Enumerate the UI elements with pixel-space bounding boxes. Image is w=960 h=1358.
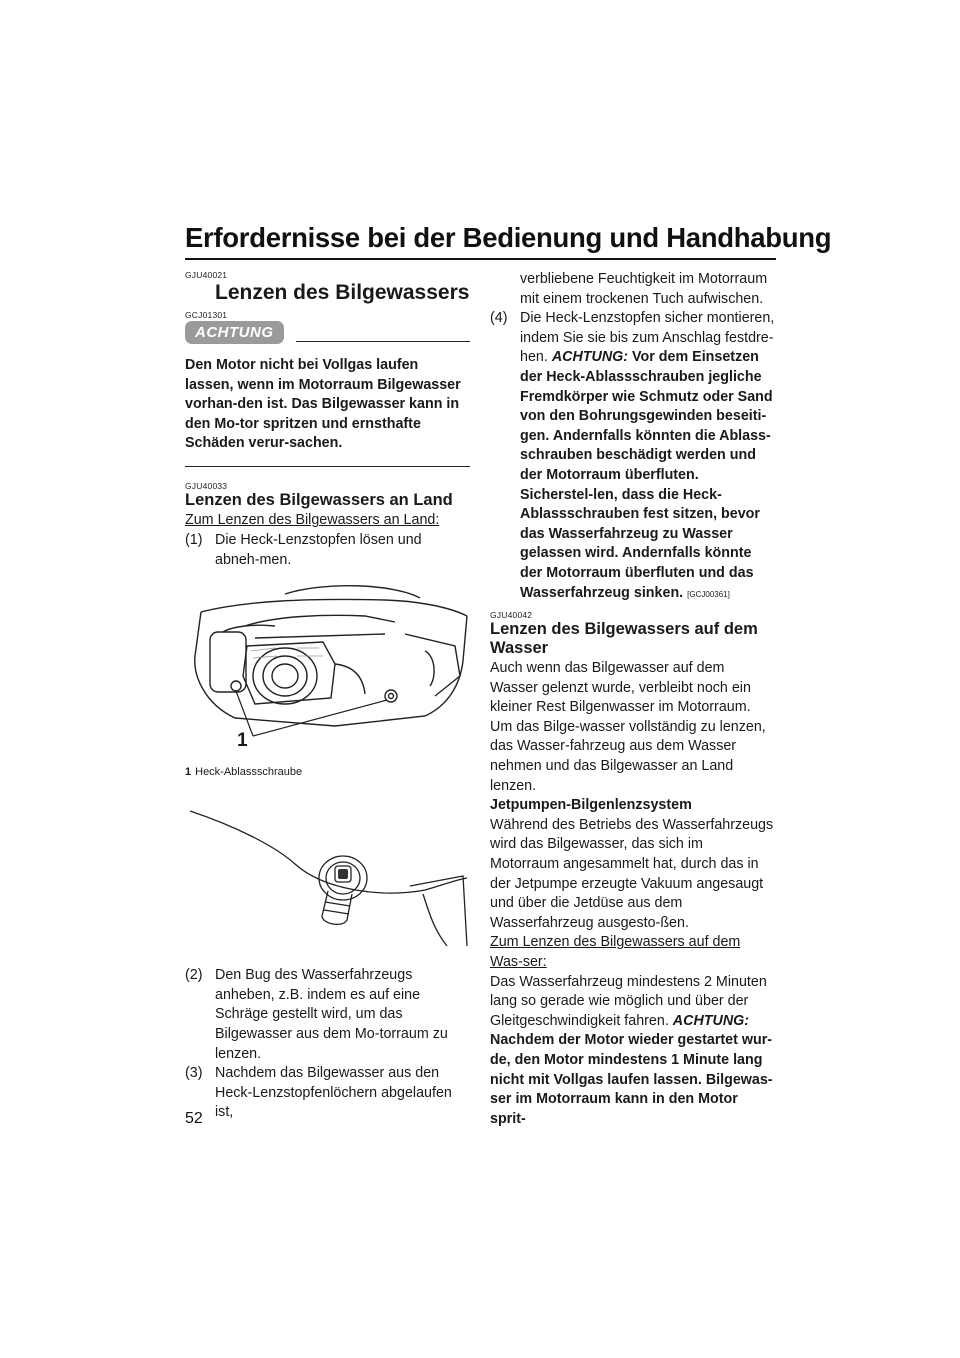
inline-caution-code: [GCJ00361] [687,589,730,599]
caption-number: 1 [185,766,192,779]
step-text: verbliebene Feuchtigkeit im Motorraum mit einem trockenen Tuch aufwischen. [520,271,768,307]
caption-text: Heck-Ablassschraube [195,766,303,779]
step-text: Nachdem das Bilgewasser aus den Heck-Lenzstopfenlöchern abgelaufen ist, [215,1065,452,1121]
inline-caution-label: ACHTUNG: [551,349,629,366]
drain-plug-image [185,806,470,948]
step-1 [185,531,470,570]
paragraph-text: Das Wasserfahrzeug mindestens 2 Minuten lang so gerade wie möglich und über der Gleitgeschwindigkeit fahren. [490,973,767,1029]
drain-plug-illustration [185,806,470,948]
step-3-continued [490,270,775,309]
caution-rule [296,341,471,343]
bold-heading: Jetpumpen-Bilgenlenzsystem [490,797,692,814]
stern-drain-illustration [185,576,470,764]
step-number: (1) [185,532,203,549]
right-column [490,270,775,1129]
figure-caption [185,766,470,778]
caution-header [185,321,470,344]
inline-caution-label: ACHTUNG: [672,1012,750,1029]
caution-text: Den Motor nicht bei Vollgas laufen lassen, wenn im Motorraum Bilgewasser vorhan-den ist. Das Bilgewasser kann in den Mo-tor spritzen und ernsthafte Schäden verur-sachen. [185,357,461,452]
step-2 [185,966,470,1064]
section-title: Lenzen des Bilgewassers [215,281,470,304]
step-3 [185,1064,470,1123]
subsection-title: Lenzen des Bilgewassers auf dem Wasser [490,620,758,658]
callout-1: 1 [237,730,248,752]
step-text: Den Bug des Wasserfahrzeugs anheben, z.B. indem es auf eine Schräge gestellt wird, um das Bilgewasser aus dem Mo-torraum zu lenzen. [215,967,448,1062]
step-number: (2) [185,967,203,984]
caution-end-rule [185,466,470,468]
subsection-code: GJU40033 [185,481,228,492]
step-text [520,309,775,604]
header-rule [185,258,776,260]
inline-caution-text: Vor dem Einsetzen der Heck-Ablassschrauben jegliche Fremdkörper wie Schmutz oder Sand von den Bohrungsgewinden beseiti-gen. Andernfalls könnten die Ablass-schrauben beschädigt werden und der Motorraum überfluten. Sicherstel-len, dass die Heck-Ablassschrauben fest sitzen, bevor das Wasserfahrzeug zu Wasser gelassen wird. Andernfalls könnte der Motorraum überfluten und das Wasserfahrzeug sinken. [520,349,773,601]
page-number: 52 [185,1110,203,1127]
inline-caution-text: Nachdem der Motor wieder gestartet wur-de, den Motor mindestens 1 Minute lang nicht mit Vollgas laufen lassen. Bilgewas-ser im Motorraum kann in den Motor sprit- [490,1032,773,1127]
step-number: (3) [185,1065,203,1082]
procedure-intro: Zum Lenzen des Bilgewassers auf dem Was-ser: [490,934,741,970]
section-code: GJU40021 [185,270,228,280]
paragraph: Auch wenn das Bilgewasser auf dem Wasser gelenzt wurde, verbleibt noch ein kleiner Rest Bilgenwasser im Motorraum. Um das Bilge-wasser vollständig zu lenzen, das Wasser-fahrzeug aus dem Wasser nehmen und das Bilgewasser an Land lenzen. [490,660,766,794]
left-column [185,270,470,1123]
caution-badge: ACHTUNG [185,321,284,344]
stern-drain-image [185,576,470,764]
step-number: (4) [490,310,508,327]
procedure-intro: Zum Lenzen des Bilgewassers an Land: [185,512,440,529]
subsection-code: GJU40042 [490,610,533,621]
step-4 [490,309,775,604]
step-text: Die Heck-Lenzstopfen lösen und abneh-men. [215,532,422,568]
page-header-title: Erfordernisse bei der Bedienung und Handhabung [185,222,832,253]
subsection-title: Lenzen des Bilgewassers an Land [185,491,453,510]
paragraph-with-caution [490,973,775,1130]
caution-code: GCJ01301 [185,310,228,320]
step-4-text: Die Heck-Lenzstopfen sicher montieren, indem Sie sie bis zum Anschlag festdre-hen. [520,310,775,366]
paragraph: Während des Betriebs des Wasserfahrzeugs wird das Bilgewasser, das sich im Motorraum angesammelt hat, durch das in der Jetpumpe erzeugte Vakuum angesaugt und über die Jetdüse aus dem Wasserfahrzeug ausgesto-ßen. [490,816,774,931]
